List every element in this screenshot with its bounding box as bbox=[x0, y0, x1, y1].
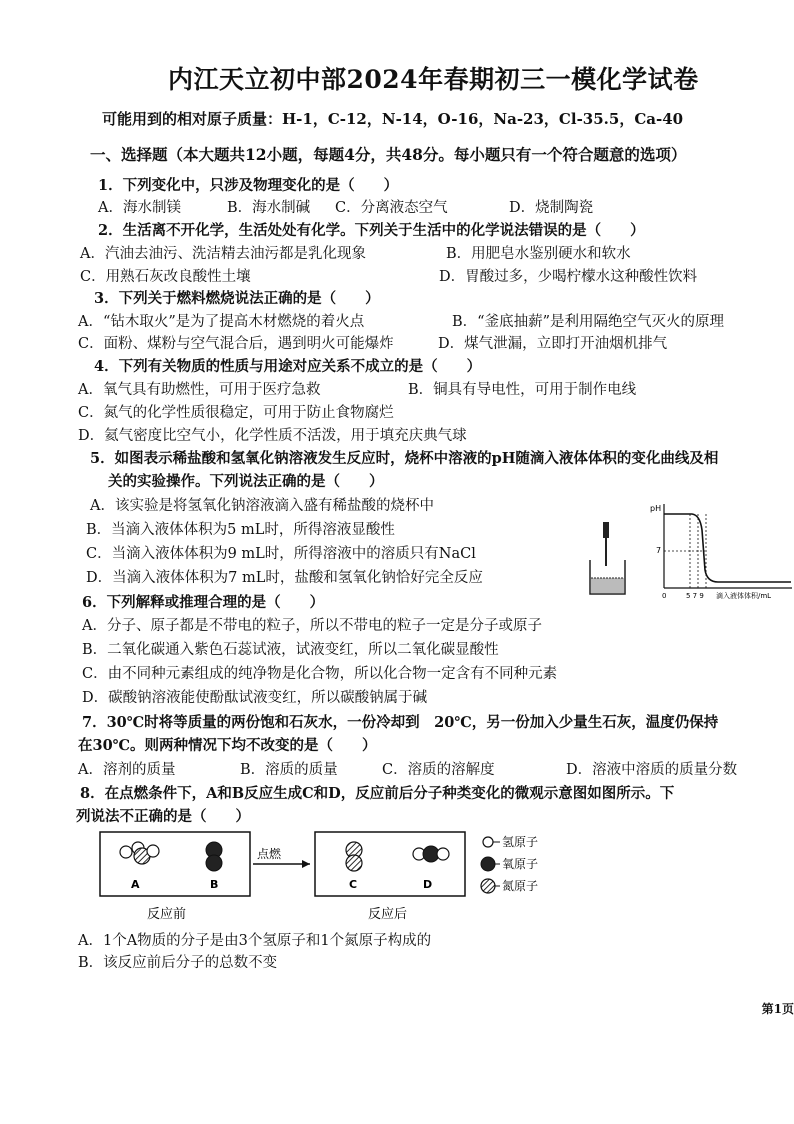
reaction-microscopic-diagram bbox=[95, 826, 585, 926]
question-5-option-b: B．当滴入液体体积为5 mL时，所得溶液显酸性 bbox=[86, 522, 395, 538]
label-b: B bbox=[210, 878, 219, 891]
molecule-d bbox=[413, 846, 449, 862]
label-a: A bbox=[131, 878, 140, 891]
question-7-option-a: A．溶剂的质量 bbox=[78, 762, 176, 778]
ph-axis-label: pH bbox=[650, 504, 662, 513]
question-3-option-c: C．面粉、煤粉与空气混合后，遇到明火可能爆炸 bbox=[78, 336, 394, 352]
ph-7-tick-label: 7 bbox=[656, 546, 662, 555]
question-2-option-b: B．用肥皂水鉴别硬水和软水 bbox=[446, 246, 631, 262]
question-2-option-d: D．胃酸过多，少喝柠檬水这种酸性饮料 bbox=[439, 269, 698, 285]
question-3-option-b: B．“釜底抽薪”是利用隔绝空气灭火的原理 bbox=[452, 314, 724, 330]
dropper-bulb bbox=[603, 522, 609, 538]
question-4-option-a: A．氧气具有助燃性，可用于医疗急救 bbox=[78, 382, 321, 398]
question-6-option-c: C．由不同种元素组成的纯净物是化合物，所以化合物一定含有不同种元素 bbox=[82, 666, 558, 682]
question-1-stem: 1．下列变化中，只涉及物理变化的是（ ） bbox=[98, 177, 399, 194]
question-1-option-d: D．烧制陶瓷 bbox=[509, 200, 594, 216]
page-title: 内江天立初中部2024年春期初三一模化学试卷 bbox=[168, 65, 699, 94]
question-4-option-d: D．氦气密度比空气小，化学性质不活泼，用于填充庆典气球 bbox=[78, 428, 467, 444]
question-4-stem: 4．下列有关物质的性质与用途对应关系不成立的是（ ） bbox=[94, 358, 482, 375]
question-5-option-c: C．当滴入液体体积为9 mL时，所得溶液中的溶质只有NaCl bbox=[86, 546, 476, 562]
label-d: D bbox=[423, 878, 433, 891]
label-c: C bbox=[349, 878, 358, 891]
legend-hydrogen-label: 氢原子 bbox=[502, 835, 539, 849]
question-3-option-d: D．煤气泄漏，立即打开油烟机排气 bbox=[438, 336, 668, 352]
before-caption: 反应前 bbox=[147, 907, 187, 922]
question-5-option-d: D．当滴入液体体积为7 mL时，盐酸和氢氧化钠恰好完全反应 bbox=[86, 570, 483, 586]
molecule-a bbox=[120, 842, 159, 864]
question-7-option-b: B．溶质的质量 bbox=[240, 762, 338, 778]
relative-atomic-masses: 可能用到的相对原子质量：H-1，C-12，N-14，O-16，Na-23，Cl-35.5，Ca-40 bbox=[102, 110, 684, 128]
question-4-option-b: B．铜具有导电性，可用于制作电线 bbox=[408, 382, 637, 398]
x-axis-label: 滴入液体体积/mL bbox=[716, 592, 772, 600]
molecule-b bbox=[206, 842, 222, 871]
legend-oxygen-label: 氧原子 bbox=[502, 857, 539, 871]
question-7-stem-line-1: 7．30℃时将等质量的两份饱和石灰水，一份冷却到 20℃，另一份加入少量生石灰，温度仍保持 bbox=[82, 714, 719, 731]
question-3-option-a: A．“钻木取火”是为了提高木材燃烧的着火点 bbox=[78, 314, 365, 330]
arrow-condition-label: 点燃 bbox=[257, 847, 282, 861]
question-8-stem-line-2: 列说法不正确的是（ ） bbox=[76, 808, 250, 825]
legend-nitrogen-label: 氮原子 bbox=[502, 879, 539, 893]
question-5-stem-line-1: 5．如图表示稀盐酸和氢氧化钠溶液发生反应时，烧杯中溶液的pH随滴入液体体积的变化曲线及相 bbox=[90, 450, 719, 467]
question-8-option-b: B．该反应前后分子的总数不变 bbox=[78, 955, 278, 971]
question-7-option-c: C．溶质的溶解度 bbox=[382, 762, 495, 778]
legend-oxygen-symbol bbox=[481, 857, 495, 871]
question-5-stem-line-2: 关的实验操作。下列说法正确的是（ ） bbox=[108, 473, 384, 490]
beaker-dropper-figure bbox=[585, 520, 635, 600]
question-3-stem: 3．下列关于燃料燃烧说法正确的是（ ） bbox=[94, 290, 380, 307]
section-heading: 一、选择题（本大题共12小题，每题4分，共48分。每小题只有一个符合题意的选项） bbox=[90, 145, 687, 164]
question-2-stem: 2．生活离不开化学，生活处处有化学。下列关于生活中的化学说法错误的是（ ） bbox=[98, 222, 645, 239]
question-8-stem-line-1: 8．在点燃条件下，A和B反应生成C和D，反应前后分子种类变化的微观示意图如图所示。下 bbox=[80, 785, 675, 802]
question-4-option-c: C．氮气的化学性质很稳定，可用于防止食物腐烂 bbox=[78, 405, 394, 421]
question-1-option-b: B．海水制碱 bbox=[227, 200, 311, 216]
question-5-option-a: A．该实验是将氢氧化钠溶液滴入盛有稀盐酸的烧杯中 bbox=[90, 498, 434, 514]
question-6-option-a: A．分子、原子都是不带电的粒子，所以不带电的粒子一定是分子或原子 bbox=[82, 618, 542, 634]
question-2-option-c: C．用熟石灰改良酸性土壤 bbox=[80, 269, 251, 285]
question-8-option-a: A．1个A物质的分子是由3个氢原子和1个氮原子构成的 bbox=[78, 933, 432, 949]
question-6-option-d: D．碳酸钠溶液能使酚酞试液变红，所以碳酸钠属于碱 bbox=[82, 690, 428, 706]
page-number: 第1页 bbox=[761, 1002, 794, 1016]
question-6-stem: 6．下列解释或推理合理的是（ ） bbox=[82, 594, 325, 611]
x-origin-label: 0 bbox=[662, 592, 667, 600]
after-box bbox=[315, 832, 465, 896]
legend-hydrogen-symbol bbox=[483, 837, 493, 847]
question-1-option-a: A．海水制镁 bbox=[98, 200, 181, 216]
x-tick-labels: 5 7 9 bbox=[686, 592, 704, 600]
question-2-option-a: A．汽油去油污、洗洁精去油污都是乳化现象 bbox=[80, 246, 366, 262]
legend-nitrogen-symbol bbox=[481, 879, 495, 893]
arrow-head bbox=[302, 860, 310, 868]
beaker-solution bbox=[591, 578, 624, 593]
question-6-option-b: B．二氧化碳通入紫色石蕊试液，试液变红，所以二氧化碳显酸性 bbox=[82, 642, 499, 658]
molecule-c bbox=[346, 842, 362, 871]
question-7-option-d: D．溶液中溶质的质量分数 bbox=[566, 762, 738, 778]
question-7-stem-line-2: 在30℃。则两种情况下均不改变的是（ ） bbox=[78, 737, 377, 754]
question-1-option-c: C．分离液态空气 bbox=[335, 200, 448, 216]
ph-curve bbox=[664, 514, 791, 582]
before-box bbox=[100, 832, 250, 896]
after-caption: 反应后 bbox=[368, 907, 408, 922]
ph-curve-figure bbox=[648, 500, 794, 604]
